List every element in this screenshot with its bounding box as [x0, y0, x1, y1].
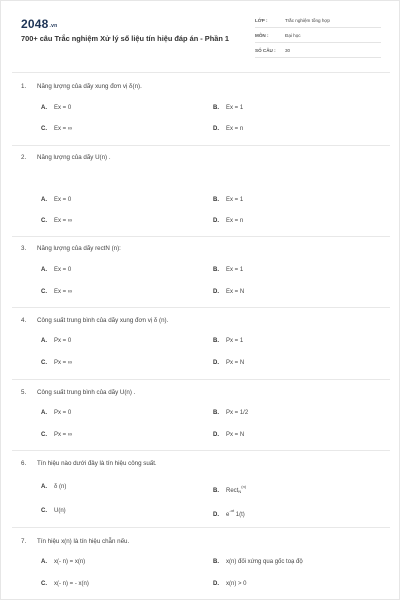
option-c[interactable]: C. Ex = ∞	[41, 289, 73, 295]
question-divider	[12, 527, 390, 528]
meta-class	[255, 15, 381, 28]
option-d[interactable]: D. $e^{-\alpha t}$ 1(t)	[213, 508, 245, 518]
option-d[interactable]: D. Px = N	[213, 360, 245, 366]
option-c[interactable]: C. U(n)	[41, 508, 66, 514]
option-c[interactable]: C. Ex = ∞	[41, 126, 73, 132]
option-d[interactable]: D. Ex = n	[213, 218, 244, 224]
option-b[interactable]: B. Rect$_N^{(n)}$	[213, 484, 247, 494]
option-c[interactable]: C. Ex = ∞	[41, 218, 73, 224]
meta-key: LỚP :	[255, 18, 268, 23]
question-divider	[12, 145, 390, 146]
question-divider	[12, 379, 390, 380]
option-b[interactable]: B. Ex = 1	[213, 197, 244, 203]
option-b[interactable]: B. x(n) đối xứng qua gốc toạ độ	[213, 559, 303, 565]
option-b[interactable]: B. Ex = 1	[213, 105, 244, 111]
option-d[interactable]: D. Ex = N	[213, 289, 245, 295]
option-b[interactable]: B. Px = 1/2	[213, 410, 249, 416]
meta-question-count	[255, 45, 381, 58]
option-a[interactable]: A. Ex = 0	[41, 197, 72, 203]
option-a[interactable]: A. x(- n) = x(n)	[41, 559, 86, 565]
site-logo[interactable]: 2048.vn	[21, 17, 58, 31]
option-b[interactable]: B. Ex = 1	[213, 267, 244, 273]
meta-key: MÔN :	[255, 33, 269, 38]
option-c[interactable]: C. Px = ∞	[41, 360, 73, 366]
option-a[interactable]: A. Px = 0	[41, 338, 72, 344]
option-d[interactable]: D. x(n) > 0	[213, 581, 247, 587]
meta-value: 30	[285, 48, 291, 53]
meta-value: Trắc nghiệm tổng hợp	[285, 18, 330, 23]
question-divider	[12, 307, 390, 308]
option-a[interactable]: A. Px = 0	[41, 410, 72, 416]
question-text: 3. Năng lượng của dãy rectN (n):	[21, 245, 121, 252]
question-divider	[12, 450, 390, 451]
question-text: 4. Công suất trung bình của dãy xung đơn vị δ (n).	[21, 317, 169, 324]
option-b[interactable]: B. Px = 1	[213, 338, 244, 344]
option-a[interactable]: A. δ (n)	[41, 484, 67, 490]
option-c[interactable]: C. Px = ∞	[41, 432, 73, 438]
question-text: 6. Tín hiệu nào dưới đây là tín hiệu công suất.	[21, 460, 157, 467]
header-divider	[12, 72, 390, 73]
meta-key: SỐ CÂU :	[255, 48, 276, 53]
option-d[interactable]: D. Ex = n	[213, 126, 244, 132]
question-text: 5. Công suất trung bình của dãy U(n) .	[21, 389, 136, 396]
meta-subject	[255, 30, 381, 43]
meta-value: Đại học	[285, 33, 301, 38]
option-a[interactable]: A. Ex = 0	[41, 267, 72, 273]
question-divider	[12, 236, 390, 237]
option-c[interactable]: C. x(- n) = - x(n)	[41, 581, 89, 587]
document-header	[1, 1, 400, 71]
option-a[interactable]: A. Ex = 0	[41, 105, 72, 111]
option-d[interactable]: D. Px = N	[213, 432, 245, 438]
question-text: 2. Năng lượng của dãy U(n) .	[21, 154, 111, 161]
page-title: 700+ câu Trắc nghiệm Xử lý số liệu tín hiệu đáp án - Phần 1	[21, 34, 230, 43]
question-text: 7. Tín hiệu x(n) là tín hiệu chẵn nếu.	[21, 538, 130, 545]
question-text: 1. Năng lượng của dãy xung đơn vị δ(n).	[21, 83, 142, 90]
